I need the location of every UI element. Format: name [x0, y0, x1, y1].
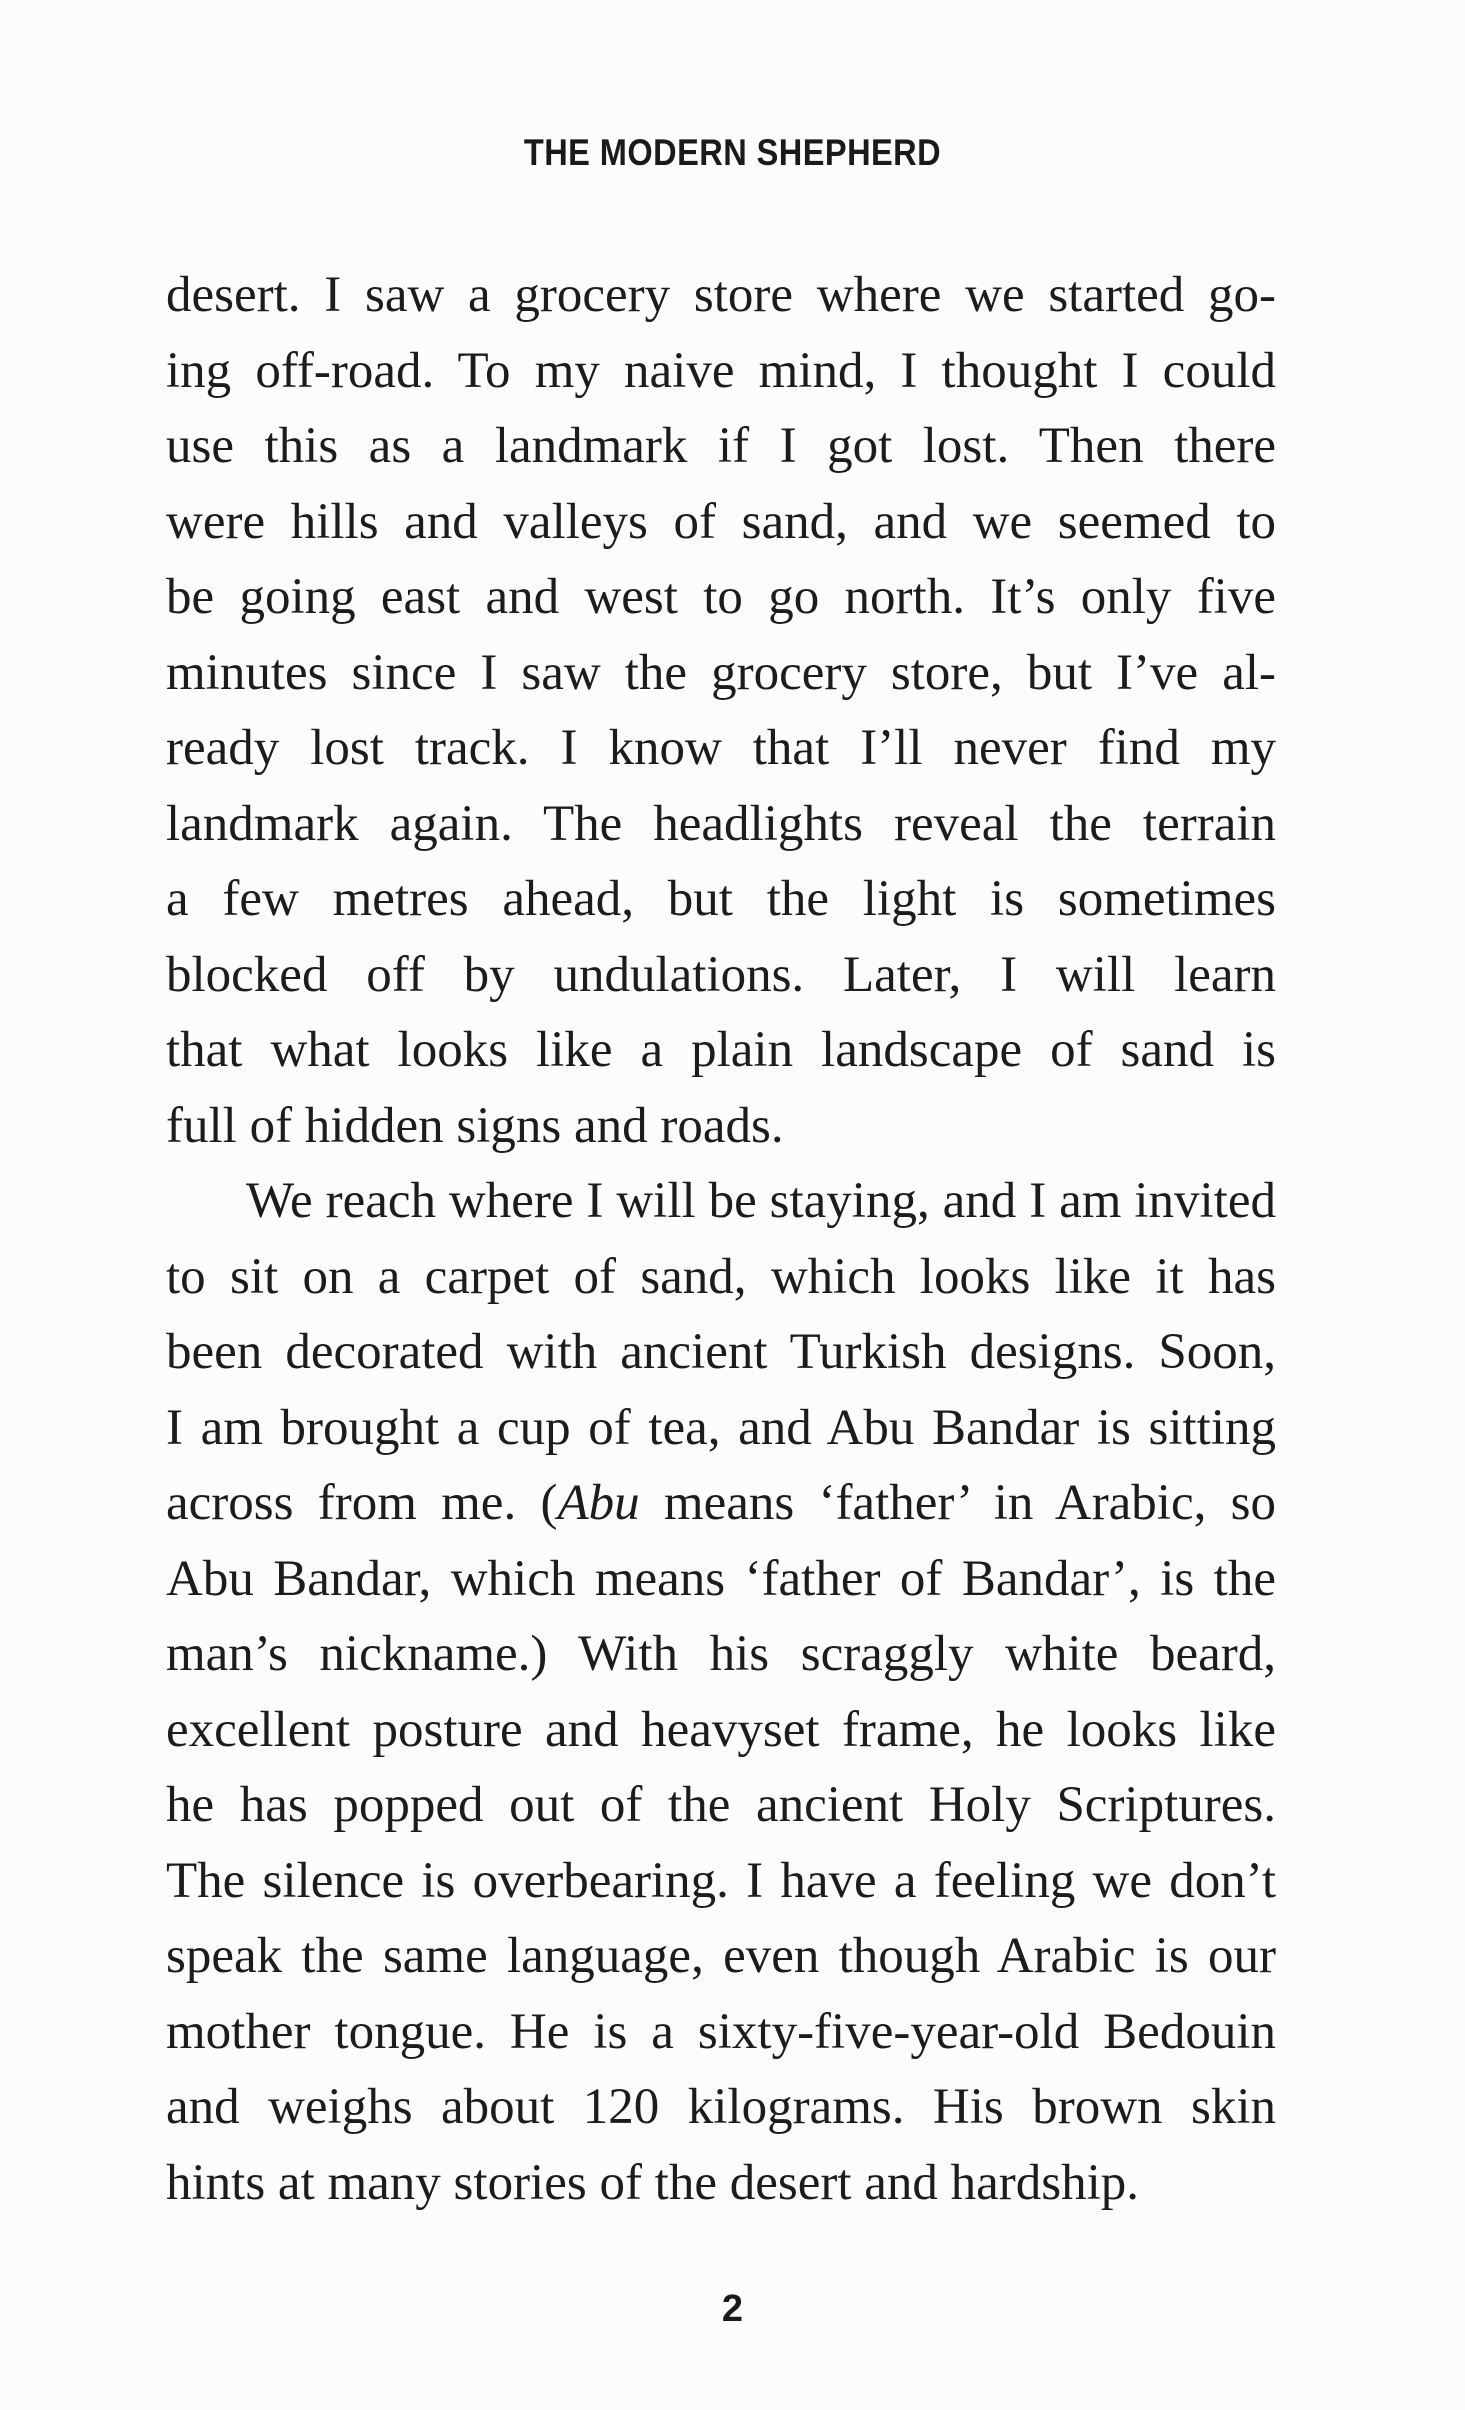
text-line: blocked off by undulations. Later, I will learn	[166, 946, 1276, 1003]
page-number: 2	[721, 2288, 744, 2330]
text-line: been decorated with ancient Turkish designs. Soon,	[166, 1324, 1276, 1380]
text-line: were hills and valleys of sand, and we seemed to	[166, 493, 1276, 550]
text-line: Abu Bandar, which means ‘father of Bandar’, is the	[166, 1550, 1276, 1607]
text-line: We reach where I will be staying, and I am invited	[246, 1173, 1276, 1229]
text-segment: means ‘father’ in Arabic, so	[639, 1475, 1276, 1531]
text-line: The silence is overbearing. I have a feeling we don’t	[166, 1852, 1276, 1909]
text-line: and weighs about 120 kilograms. His brown skin	[166, 2079, 1276, 2135]
text-line: hints at many stories of the desert and hardship.	[166, 2154, 1140, 2211]
paragraph-2	[166, 1164, 1276, 2221]
text-line-with-italic	[166, 1466, 1276, 1542]
text-line: full of hidden signs and roads.	[166, 1097, 784, 1154]
italic-word: Abu	[557, 1475, 640, 1531]
text-line: desert. I saw a grocery store where we started go-	[166, 267, 1276, 323]
text-line: minutes since I saw the grocery store, but I’ve al-	[166, 644, 1276, 701]
text-line: a few metres ahead, but the light is sometimes	[166, 871, 1276, 927]
text-line: speak the same language, even though Arabic is our	[166, 1928, 1276, 1984]
paragraph-1	[166, 258, 1276, 1164]
text-line: ready lost track. I know that I’ll never find my	[166, 720, 1276, 776]
text-line: that what looks like a plain landscape of sand is	[166, 1022, 1276, 1078]
body-text	[166, 258, 1276, 2221]
text-line: he has popped out of the ancient Holy Scriptures.	[166, 1777, 1276, 1833]
text-line: to sit on a carpet of sand, which looks like it has	[166, 1248, 1276, 1305]
text-segment: across from me. (	[166, 1475, 558, 1531]
running-head: THE MODERN SHEPHERD	[523, 132, 942, 173]
text-line: use this as a landmark if I got lost. Then there	[166, 418, 1276, 474]
text-line: excellent posture and heavyset frame, he looks like	[166, 1701, 1276, 1758]
text-line: be going east and west to go north. It’s only five	[166, 569, 1276, 625]
text-line: landmark again. The headlights reveal the terrain	[166, 795, 1276, 852]
text-line: I am brought a cup of tea, and Abu Bandar is sitting	[166, 1399, 1276, 1456]
text-line: mother tongue. He is a sixty-five-year-old Bedouin	[166, 2003, 1276, 2060]
text-line: ing off-road. To my naive mind, I thought I could	[166, 342, 1276, 399]
text-line: man’s nickname.) With his scraggly white beard,	[166, 1626, 1276, 1682]
